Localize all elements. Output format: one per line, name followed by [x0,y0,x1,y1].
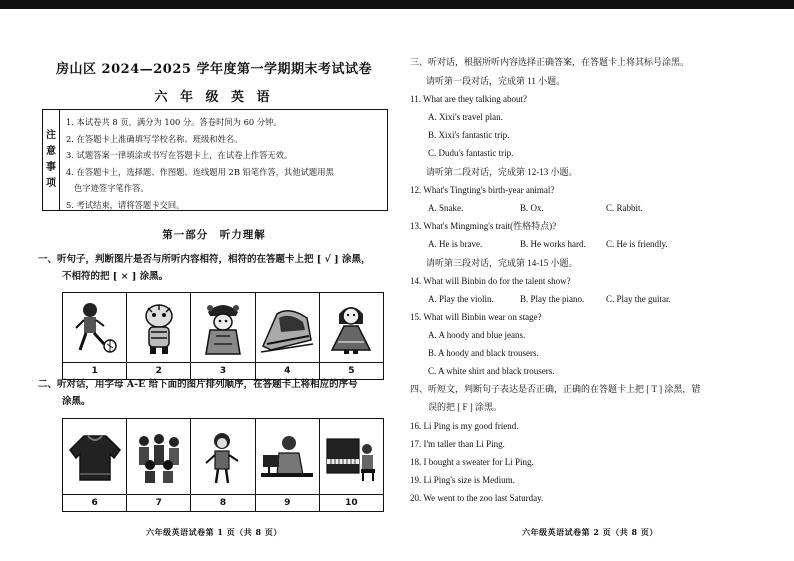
picture-number: 9 [256,494,319,511]
picture-cell [127,419,191,511]
option: A. A hoody and blue jeans. [428,330,526,340]
picture-number: 6 [63,494,126,511]
high-speed-train-image [256,293,319,362]
exam-title: 房山区 2024—2025 学年度第一学期期末考试试卷 [56,62,372,77]
man-at-computer-image [256,419,319,494]
piano-player-image [320,419,383,494]
option: B. Play the piano. [520,294,585,304]
question-13: 13. What's Mingming's trait(性格特点)? [410,221,557,231]
notice-item: 2. 在答题卡上准确填写学校名称、班级和姓名。 [66,133,243,144]
notice-item: 4. 在答题卡上，选择题、作图题、连线题用 2B 铅笔作答，其他试题用黑 [66,166,334,177]
question-12: 12. What's Tingting's birth-year animal? [410,185,555,195]
picture-cell [191,293,255,379]
picture-cell [191,419,255,511]
group-of-people-image [127,419,190,494]
picture-cell [256,419,320,511]
dialog-instruction: 请听第三段对话，完成第 14-15 小题。 [426,258,578,268]
notice-item: 3. 试题答案一律填涂或书写在答题卡上，在试卷上作答无效。 [66,150,293,160]
option: C. Dudu's fantastic trip. [428,148,514,158]
picture-number: 10 [320,494,383,511]
picture-number: 7 [127,494,190,511]
page-2 [410,9,770,561]
picture-cell [320,419,383,511]
option: A. He is brave. [428,239,483,249]
picture-cell [127,293,191,379]
notice-item: 1. 本试卷共 8 页，满分为 100 分。答卷时间为 60 分钟。 [66,117,282,127]
notice-heading: 注 意 事 项 [43,110,60,210]
question-15: 15. What will Binbin wear on stage? [410,312,542,322]
picture-number: 3 [191,362,254,379]
option: C. Rabbit. [606,203,643,213]
section-3-instructions: 三、听对话，根据所听内容选择正确答案，在答题卡上将其标号涂黑。 [410,57,690,67]
girl-in-dress-image [320,293,383,362]
dialog-instruction: 请听第二段对话，完成第 12-13 小题。 [426,167,578,177]
section-2-instructions: 二、听对话，用字母 A-E 给下面的图片排列顺序，在答题卡上将相应的序号 涂黑。 [38,379,358,407]
picture-cell [256,293,320,379]
soccer-player-image [63,293,126,362]
option: C. He is friendly. [606,239,668,249]
tiger-cartoon-image [127,293,190,362]
option: C. Play the guitar. [606,294,671,304]
page-1 [38,9,390,561]
section-4-instructions-cont: 误的把 [ F ] 涂黑。 [428,402,502,412]
sweater-image [63,419,126,494]
picture-number: 8 [191,494,254,511]
picture-number: 4 [256,362,319,379]
picture-number: 5 [320,362,383,379]
tf-statement: 19. Li Ping's size is Medium. [410,475,515,485]
tf-statement: 20. We went to the zoo last Saturday. [410,493,544,503]
option: B. Xixi's fantastic trip. [428,130,510,140]
option: B. Ox. [520,203,544,213]
notice-item: 色字迹签字笔作答。 [74,183,149,193]
girl-standing-image [191,419,254,494]
option: A. Xixi's travel plan. [428,112,503,122]
tf-statement: 16. Li Ping is my good friend. [410,421,519,431]
tf-statement: 17. I'm taller than Li Ping. [410,439,505,449]
section-4-instructions: 四、听短文，判断句子表达是否正确，正确的在答题卡上把 [ T ] 涂黑，错 [410,384,701,394]
top-black-bar [0,0,794,9]
option: A. Play the violin. [428,294,494,304]
picture-grid-2 [62,418,384,512]
option: B. A hoody and black trousers. [428,348,539,358]
question-14: 14. What will Binbin do for the talent show? [410,276,571,286]
notice-item: 5. 考试结束，请将答题卡交回。 [66,199,185,210]
picture-cell [63,419,127,511]
option: B. He works hard. [520,239,586,249]
picture-number: 2 [127,362,190,379]
exam-subtitle: 六 年 级 英 语 [154,90,274,105]
picture-grid-1 [62,292,384,380]
question-11: 11. What are they talking about? [410,94,527,104]
part-title: 第一部分 听力理解 [162,229,266,241]
section-1-instructions: 一、听句子，判断图片是否与所听内容相符，相符的在答题卡上把 [ √ ] 涂黑， 不相符的把 [ × ] 涂黑。 [38,254,371,282]
option: C. A white shirt and black trousers. [428,366,555,376]
page-footer: 六年级英语试卷第 1 页（共 8 页） [146,527,282,537]
tf-statement: 18. I bought a sweater for Li Ping. [410,457,534,467]
notice-box [42,109,388,211]
notice-list [60,110,387,210]
opera-character-image [191,293,254,362]
picture-number: 1 [63,362,126,379]
page-footer: 六年级英语试卷第 2 页（共 8 页） [522,527,658,537]
picture-cell [320,293,383,379]
option: A. Snake. [428,203,464,213]
dialog-instruction: 请听第一段对话，完成第 11 小题。 [426,76,566,86]
picture-cell [63,293,127,379]
